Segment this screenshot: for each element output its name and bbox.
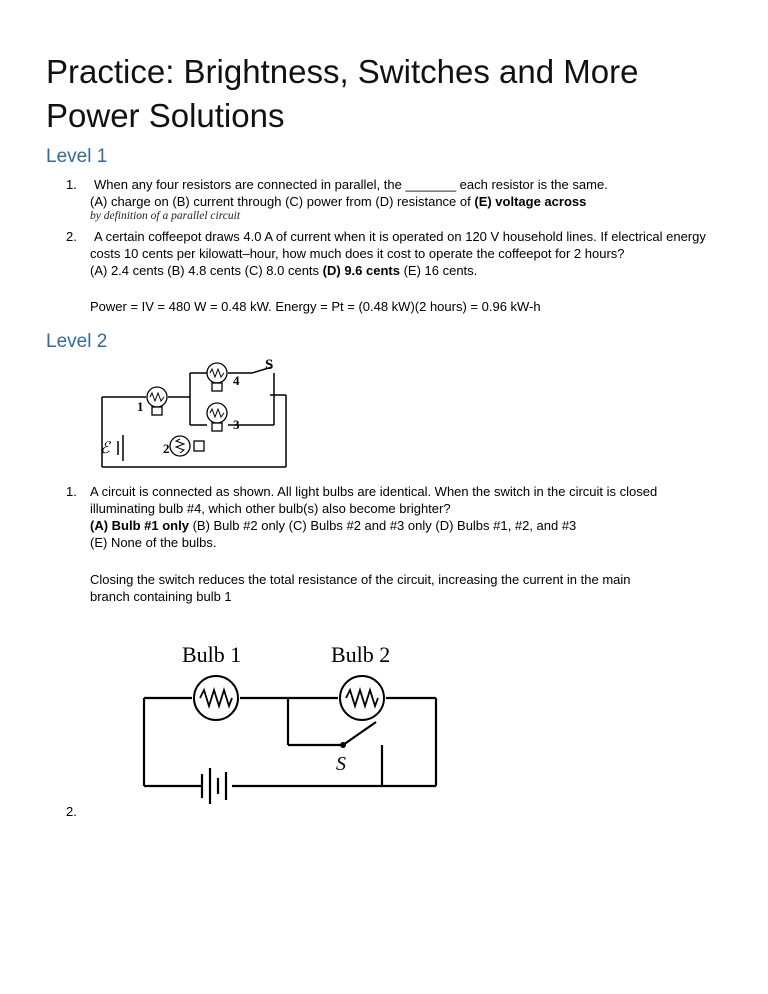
choice-e: (E) None of the bulbs. (90, 535, 217, 550)
bulb-label-2: 2 (163, 441, 170, 456)
correct-answer: (E) voltage across (474, 194, 587, 209)
answer-choices (90, 262, 477, 279)
solution-text: Power = IV = 480 W = 0.48 kW. Energy = Pt = (0.48 kW)(2 hours) = 0.96 kW-h (90, 299, 541, 314)
circuit-diagram-1 (100, 355, 300, 475)
bulb-label-3: 3 (233, 417, 240, 432)
question-stem-line: costs 10 cents per kilowatt–hour, how much does it cost to operate the coffeepot for 2 hours? (90, 246, 625, 261)
bulb-label-4: 4 (233, 373, 240, 388)
question-number: 2. (66, 804, 77, 819)
question-number: 2. (66, 229, 77, 244)
bulb-1-label: Bulb 1 (182, 642, 242, 667)
choices-text: (A) 2.4 cents (B) 4.8 cents (C) 8.0 cents (90, 263, 323, 278)
emf-label: ℰ (100, 440, 110, 457)
choices-text: (A) charge on (B) current through (C) power from (D) resistance of (90, 194, 475, 209)
question-number: 1. (66, 484, 77, 499)
circuit-diagram-2 (138, 638, 448, 810)
answer-choices (90, 517, 576, 534)
switch-label: S (336, 753, 346, 775)
question-stem: When any four resistors are connected in parallel, the _______ each resistor is the same. (94, 177, 608, 192)
switch-label: S (265, 357, 274, 373)
bulb-label-1: 1 (137, 399, 144, 414)
bulb-2-label: Bulb 2 (331, 642, 391, 667)
question-stem-line: illuminating bulb #4, which other bulb(s) also become brighter? (90, 501, 451, 516)
answer-note: by definition of a parallel circuit (90, 210, 241, 222)
level-1-heading: Level 1 (46, 146, 108, 167)
page-title: Practice: Brightness, Switches and More Power Solutions (46, 53, 639, 134)
level-2-heading: Level 2 (46, 331, 108, 352)
explanation-line: branch containing bulb 1 (90, 589, 232, 604)
question-stem-line: A certain coffeepot draws 4.0 A of current when it is operated on 120 V household lines. If electrical energy (94, 229, 706, 244)
choices-text: (B) Bulb #2 only (C) Bulbs #2 and #3 only (D) Bulbs #1, #2, and #3 (188, 518, 577, 533)
correct-answer: (D) 9.6 cents (322, 263, 400, 278)
correct-answer: (A) Bulb #1 only (90, 518, 189, 533)
answer-choices (90, 193, 586, 210)
question-number: 1. (66, 177, 77, 192)
choices-text: (E) 16 cents. (399, 263, 478, 278)
question-stem-line: A circuit is connected as shown. All light bulbs are identical. When the switch in the circuit is closed (90, 484, 658, 499)
explanation-line: Closing the switch reduces the total resistance of the circuit, increasing the current in the main (90, 572, 631, 587)
